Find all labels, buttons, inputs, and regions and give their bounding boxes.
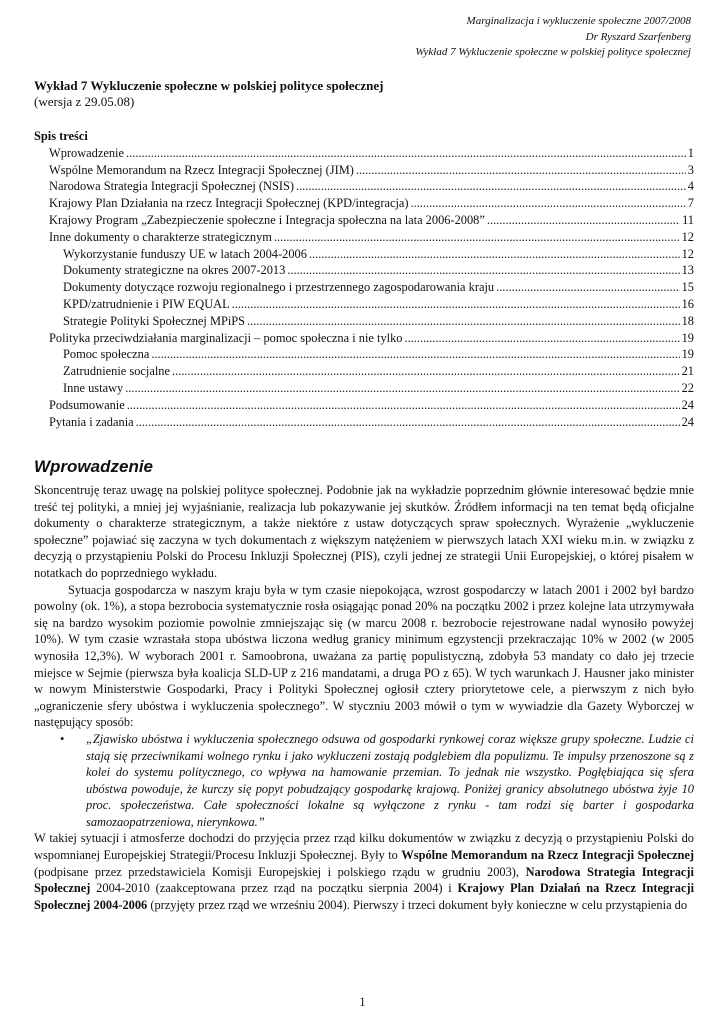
text-run: (przyjęty przez rząd we wrześniu 2004). Pierwszy i trzeci dokument były konieczne w celu przystąpienia do [147, 897, 688, 912]
toc-subitem[interactable] [34, 313, 694, 330]
toc-item-page: 12 [681, 246, 694, 261]
toc-leader [247, 313, 680, 330]
toc-item-page: 24 [681, 397, 694, 412]
toc-item-page: 11 [682, 212, 694, 227]
toc-item-page: 3 [687, 162, 694, 177]
toc-item[interactable] [34, 330, 694, 347]
running-header [415, 14, 691, 61]
bullet-icon: • [60, 731, 65, 746]
emphasis-nsis: Narodowa Strategia Integracji Społecznej [34, 864, 694, 896]
toc-subitem[interactable] [34, 262, 694, 279]
toc-item-label: Inne ustawy [63, 380, 124, 395]
toc-leader [126, 145, 686, 162]
text-run: 2004-2010 (zaakceptowana przez rząd na początku sierpnia 2004) i [90, 881, 458, 896]
document-title-block [34, 78, 694, 110]
toc-item-label: Podsumowanie [49, 397, 125, 412]
toc-item-page: 16 [681, 296, 694, 311]
toc-leader [232, 296, 680, 313]
text-run: (podpisane przez przedstawiciela Komisji Europejskiej i polskiego rządu w grudniu 2003), [34, 864, 526, 879]
page-number: 1 [359, 995, 366, 1009]
toc-item-label: Inne dokumenty o charakterze strategicznym [49, 229, 272, 244]
toc-item-page: 21 [681, 364, 694, 379]
emphasis-jim: Wspólne Memorandum na Rzecz Integracji Społecznej [401, 848, 694, 863]
section-body [34, 482, 694, 913]
toc-subitem[interactable] [34, 246, 694, 263]
toc-leader [287, 262, 679, 279]
document-title: Wykład 7 Wykluczenie społeczne w polskiej polityce społecznej [34, 78, 384, 93]
toc-item-label: Dokumenty dotyczące rozwoju regionalnego i przestrzennego zagospodarowania kraju [63, 280, 495, 295]
toc-item-page: 12 [681, 229, 694, 244]
toc-item-label: Wykorzystanie funduszy UE w latach 2004-2006 [63, 246, 307, 261]
text-run: W takiej sytuacji i atmosferze dochodzi do przyjęcia przez rząd kilku dokumentów w związku z decyzją o przystąpieniu Polski do wspomnianej Europejskiej Strategii/Procesu Inkluzji Społecznej. Były to [34, 831, 694, 863]
toc-subitem[interactable] [34, 279, 694, 296]
header-author: Dr Ryszard Szarfenberg [585, 30, 691, 43]
toc-item-label: Pytania i zadania [49, 414, 134, 429]
toc-leader [496, 279, 680, 296]
toc-item-page: 1 [687, 145, 694, 160]
toc-item[interactable] [34, 178, 694, 195]
toc-leader [125, 380, 679, 397]
toc-item-label: Pomoc społeczna [63, 347, 150, 362]
toc-item-page: 22 [681, 380, 694, 395]
toc-heading: Spis treści [34, 129, 88, 143]
toc-item[interactable] [34, 397, 694, 414]
toc-item-page: 4 [687, 179, 694, 194]
header-course: Marginalizacja i wykluczenie społeczne 2007/2008 [466, 15, 691, 27]
toc-item-label: Zatrudnienie socjalne [63, 364, 170, 379]
toc-leader [127, 397, 680, 414]
toc-leader [404, 330, 679, 347]
toc-item[interactable] [34, 229, 694, 246]
quote-text: „Zjawisko ubóstwa i wykluczenia społecznego odsuwa od gospodarki rynkowej coraz większe grupy społeczne. Ludzie ci stają się przeciwnikami wolnego rynku i jako wykluczeni zostają podglebiem dla populizmu. Te impulsy przenoszone są z kolei do systemu politycznego, co wpływa na hamowanie przemian. To jednak nie wszystko. Pogłębiająca się sfera ubóstwa powoduje, że kurczy się popyt pobudzający gospodarkę krajową. Poniżej granicy absolutnego ubóstwa żyje 10 proc. społeczeństwa. Całe społeczności lokalne są wyłączone z rynku - tam rodzi się barter i gospodarka samozaopatrzeniowa, nierynkowa.” [86, 731, 694, 829]
toc-item-page: 7 [687, 196, 694, 211]
toc-item-label: Narodowa Strategia Integracji Społecznej (NSIS) [49, 179, 294, 194]
toc-item-label: Wspólne Memorandum na Rzecz Integracji Społecznej (JIM) [49, 162, 354, 177]
toc-leader [356, 162, 686, 179]
toc-leader [151, 346, 679, 363]
toc-leader [487, 212, 680, 229]
toc-item-page: 19 [681, 330, 694, 345]
toc-item[interactable] [34, 195, 694, 212]
toc-leader [136, 414, 680, 431]
document-version: (wersja z 29.05.08) [34, 94, 135, 109]
quote-block [34, 731, 694, 831]
toc-item-label: Dokumenty strategiczne na okres 2007-2013 [63, 263, 286, 278]
toc-subitem[interactable] [34, 296, 694, 313]
toc-item-label: KPD/zatrudnienie i PIW EQUAL [63, 296, 230, 311]
toc-subitem[interactable] [34, 363, 694, 380]
toc-item[interactable] [34, 145, 694, 162]
toc-item-page: 13 [681, 263, 694, 278]
toc-leader [274, 229, 680, 246]
toc-item-label: Strategie Polityki Społecznej MPiPS [63, 313, 246, 328]
toc-subitem[interactable] [34, 346, 694, 363]
toc-leader [411, 195, 686, 212]
emphasis-kpd: Krajowy Plan Działań na Rzecz Integracji Społecznej 2004-2006 [34, 881, 695, 912]
paragraph-intro: Skoncentruję teraz uwagę na polskiej polityce społecznej. Podobnie jak na wykładzie poprzednim głównie interesować będzie mnie treść tej polityki, a mniej jej wyjaśnianie, realizacja lub pokazywanie jej skutków. Źródłem informacji na ten temat będą oficjalne dokumenty o charakterze strategicznym, a także niektóre z ustaw dotyczących spraw społecznych. Wyrażenie „wykluczenie społeczne” pojawiać się zaczyna w tych dokumentach z większym natężeniem w pierwszych latach XXI wieku m.in. w związku z decyzją o przystąpieniu Polski do Procesu Inkluzji Społecznej (PIS), czyli jednej ze strategii Unii Europejskiej, o której pisałem w notatkach do poprzedniego wykładu. [34, 483, 694, 580]
toc-item-label: Krajowy Program „Zabezpieczenie społeczne i Integracja społeczna na lata 2006-2008” [49, 212, 485, 227]
toc-leader [309, 246, 680, 263]
toc-item-label: Wprowadzenie [49, 145, 124, 160]
section-heading: Wprowadzenie [34, 457, 154, 476]
toc-item-label: Polityka przeciwdziałania marginalizacji – pomoc społeczna i nie tylko [49, 330, 403, 345]
toc-item[interactable] [34, 212, 694, 229]
header-lecture: Wykład 7 Wykluczenie społeczne w polskiej polityce społecznej [415, 46, 691, 58]
toc-leader [172, 363, 680, 380]
toc-subitem[interactable] [34, 380, 694, 397]
toc-item-page: 24 [681, 414, 694, 429]
toc-item-page: 19 [681, 347, 694, 362]
toc-item-page: 18 [681, 313, 694, 328]
toc-item[interactable] [34, 162, 694, 179]
toc-item[interactable] [34, 414, 694, 431]
paragraph-documents [34, 830, 694, 913]
toc-item-page: 15 [681, 280, 694, 295]
table-of-contents [34, 128, 694, 430]
toc-item-label: Krajowy Plan Działania na rzecz Integracji Społecznej (KPD/integracja) [49, 196, 409, 211]
toc-leader [296, 178, 686, 195]
paragraph-economy: Sytuacja gospodarcza w naszym kraju była w tym czasie niepokojąca, wzrost gospodarczy w latach 2001 i 2002 był bardzo powolny (ok. 1%), a stopa bezrobocia systematycznie rosła osiągając ponad 20% na początku 2002 i przez kolejne lata utrzymywała się na bardzo wysokim poziomie powolnie zmniejszając się (w marcu 2008 r. bezrobocie rejestrowane nadal wynosiło powyżej 10%). W tym czasie wzrastała stopa ubóstwa liczona według granicy minimum egzystencji przekraczając 10% w 2002 (w 2005 wynosiła 12,3%). W wyborach 2001 r. Samoobrona, uważana za partię populistyczną, zdobyła 53 mandaty co dało jej trzecie miejsce w Sejmie (pierwsza była koalicja SLD-UP z 216 mandatami, a druga PO z 65). W tych warunkach J. Hausner jako minister w nowym Ministerstwie Gospodarki, Pracy i Polityki Społecznej ogłosił cztery priorytetowe cele, a pierwszym z nich było „ograniczenie sfery ubóstwa i wykluczenia społecznego”. W styczniu 2003 mówił o tym w wywiadzie dla Gazety Wyborczej w następujący sposób: [34, 582, 694, 730]
